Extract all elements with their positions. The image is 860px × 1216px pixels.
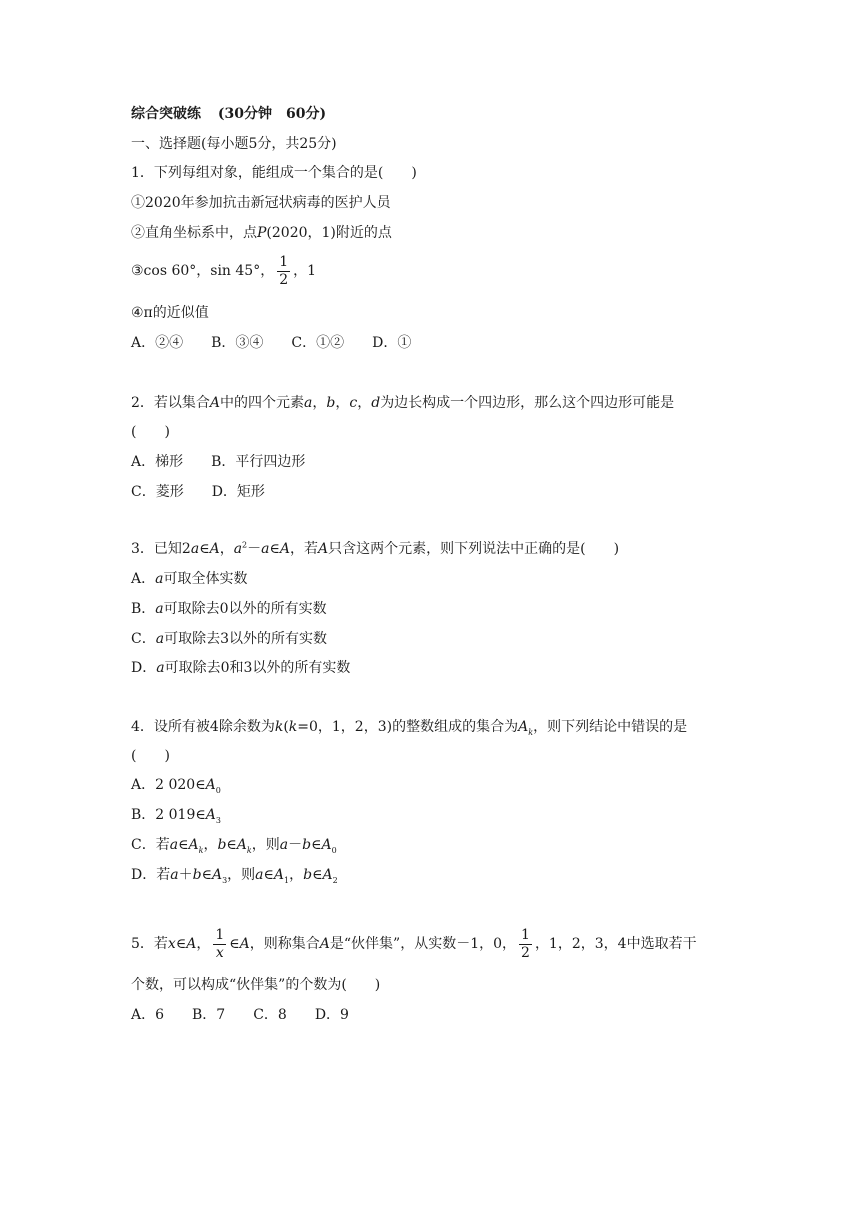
q2-options-1: A．梯形 B．平行四边形 [131,454,306,470]
sep: ， [203,837,218,853]
var-a: a [155,571,164,587]
q1-item-3-text: ③cos 60°，sin 45°， [131,263,275,279]
part-heading: 一、选择题(每小题5分，共25分) [131,136,337,152]
fraction-denominator: x [215,944,224,961]
var-a: a [155,631,165,647]
opt-text: 可取除去0和3以外的所有实数 [164,660,351,676]
fraction-numerator: 1 [215,926,225,943]
q3-stem [131,539,619,559]
element-of: ∈ [226,837,237,853]
fraction-one-half [277,254,290,289]
q5-stem [131,924,697,964]
var-k: k [274,719,284,735]
var-a: a [155,601,164,617]
q5-stem-c: ，则称集合 [249,936,320,952]
set-a: A [205,777,216,793]
q3-num: 3．已知2 [131,541,191,557]
q3-option-d [131,658,350,678]
opt-text: 可取除去0以外的所有实数 [163,601,327,617]
q4-option-b [131,805,221,825]
set-a: A [239,936,250,952]
q4-stem-b: =0，1，2，3)的整数组成的集合为 [297,719,519,735]
var-d: d [371,395,381,411]
fraction-denominator: 2 [521,944,530,961]
q1-stem: 1．下列每组对象，能组成一个集合的是( ) [131,165,417,181]
set-a: A [273,867,285,883]
q2-paren: ( ) [131,424,170,440]
q1-options: A．②④ B．③④ C．①② D．① [131,335,412,351]
q1-item-3-tail: ，1 [293,263,317,279]
q4-paren: ( ) [131,748,170,764]
set-a: A [186,936,197,952]
subscript: 2 [332,875,338,885]
q1-item-3 [131,253,316,289]
set-a: A [322,867,333,883]
var-a: a [255,867,264,883]
minus: － [288,837,303,853]
var-c: c [349,395,358,411]
subscript-k: k [246,845,252,855]
point-label: P [257,225,267,241]
q2-stem-a: 2．若以集合 [131,395,210,411]
opt-label: C． [131,631,156,647]
subscript: 3 [222,875,228,885]
fraction-one-half [519,927,532,962]
fraction-numerator: 1 [521,926,530,943]
q1-item-2-text: ②直角坐标系中，点 [131,225,257,241]
q1-item-4: ④π的近似值 [131,305,209,321]
sep: ， [335,395,350,411]
q3-option-a [131,569,247,589]
var-a: a [261,541,270,557]
q4-stem: 4．设所有被4除余数为k(k=0，1，2，3)的整数组成的集合为$A_k$，则下列结论中错误的是 [131,719,688,737]
q5-stem-d: 是“伙伴集”，从实数－1，0， [329,936,517,952]
var-a: a [190,541,200,557]
section-title: 综合突破练 [131,106,201,122]
fraction-numerator: 1 [279,253,289,270]
var-a: a [169,837,179,853]
subscript: 0 [331,845,337,855]
section-meta: (30分钟 60分) [217,106,327,122]
set-a: A [318,541,329,557]
set-a: A [236,837,247,853]
q4-option-c [131,835,337,855]
fraction-one-over-x [213,927,226,962]
element-of: ∈ [269,541,280,557]
subscript-k: k [528,727,534,737]
set-a: A [518,719,529,735]
subscript-k: k [198,845,204,855]
q2-stem [131,393,674,413]
set-a: A [211,867,223,883]
var-b: b [192,867,202,883]
element-of: ∈ [312,867,323,883]
var-b: b [326,395,336,411]
q5-options: A．6 B．7 C．8 D．9 [131,1007,349,1023]
set-a: A [279,541,290,557]
var-k: k [288,719,298,735]
opt-label: A． [131,571,156,587]
opt-label: D． [131,660,157,676]
var-a: a [233,541,243,557]
set-a: A [321,837,332,853]
fraction-denominator: 2 [279,271,289,288]
var-x: x [167,936,176,952]
element-of: ∈ [178,837,189,853]
q2-stem-b: 中的四个元素 [220,395,305,411]
var-a: a [156,660,165,676]
q3-option-c [131,629,327,649]
q1-item-1: ①2020年参加抗击新冠状病毒的医护人员 [131,195,391,211]
plus: ＋ [178,867,193,883]
element-of: ∈ [263,867,274,883]
opt-text: 可取全体实数 [163,571,248,587]
q4-option-d [131,865,338,885]
exponent: 2 [242,540,248,550]
set-a: A [205,807,216,823]
q5-stem-a: 5．若 [131,936,168,952]
q3-tail2: 只含这两个元素，则下列说法中正确的是( ) [328,541,620,557]
then: ，则 [227,867,256,883]
set-a: A [188,837,199,853]
section-header [131,104,326,124]
minus: － [247,541,262,557]
q2-stem-c: 为边长构成一个四边形，那么这个四边形可能是 [380,395,675,411]
set-a: A [319,936,330,952]
opt-text: A．2 020∈ [131,777,206,793]
sep: ， [357,395,372,411]
var-b: b [303,867,313,883]
element-of: ∈ [175,936,187,952]
subscript: 3 [215,815,221,825]
q1-item-2 [131,223,392,243]
element-of: ∈ [199,541,210,557]
subscript: 1 [284,875,290,885]
opt-text: D．若 [131,867,171,883]
then: ，则 [251,837,280,853]
set-a: A [209,541,220,557]
q3-tail: ，若 [290,541,318,557]
sep: ， [219,541,234,557]
element-of: ∈ [201,867,212,883]
q1-item-2-tail: (2020，1)附近的点 [266,225,392,241]
element-of: ∈ [229,936,240,952]
var-b: b [217,837,227,853]
q4-stem-c: ，则下列结论中错误的是 [533,719,688,735]
opt-text: 可取除去3以外的所有实数 [164,631,327,647]
opt-text: B．2 019∈ [131,807,206,823]
var-a: a [170,867,179,883]
var-a: a [304,395,313,411]
sep: ， [196,936,211,952]
q4-stem-a: 4．设所有被4除余数为 [131,719,275,735]
q4-option-a [131,775,221,795]
element-of: ∈ [311,837,322,853]
q2-options-2: C．菱形 D．矩形 [131,484,265,500]
subscript: 0 [215,785,221,795]
opt-text: C．若 [131,837,170,853]
sep: ， [312,395,327,411]
set-a: A [209,395,221,411]
sep: ， [289,867,304,883]
var-a: a [279,837,289,853]
opt-label: B． [131,601,156,617]
var-b: b [302,837,312,853]
q5-line-2: 个数，可以构成“伙伴集”的个数为( ) [131,977,381,993]
q5-stem-e: ，1，2，3，4中选取若干 [534,936,697,952]
q3-option-b [131,599,327,619]
